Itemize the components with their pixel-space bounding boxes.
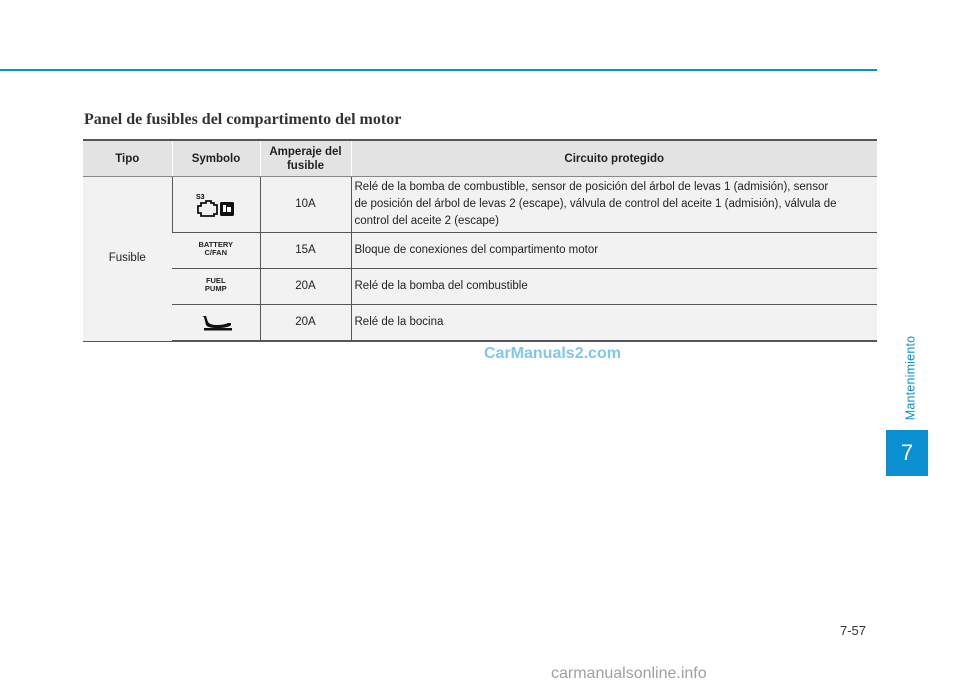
- footer-site[interactable]: carmanualsonline.info: [551, 665, 707, 682]
- ampere-cell: 10A: [260, 177, 351, 233]
- symbol-line1: BATTERY: [198, 239, 234, 249]
- header-amperaje-line2: fusible: [286, 159, 325, 172]
- horn-icon: [197, 312, 235, 334]
- table-header-row: [83, 140, 877, 177]
- symbol-cell: [172, 269, 260, 305]
- symbol-line2: PUMP: [204, 283, 227, 293]
- fuel-pump-symbol: [205, 277, 227, 293]
- circuit-cell: Relé de la bomba del combustible: [351, 269, 877, 305]
- circuit-cell: Bloque de conexiones del compartimento motor: [351, 233, 877, 269]
- battery-cfan-symbol: [198, 241, 233, 257]
- symbol-line2: C/FAN: [204, 247, 227, 257]
- header-symbolo: Symbolo: [172, 140, 260, 177]
- header-amperaje-line1: Amperaje del: [269, 145, 342, 158]
- ampere-cell: 20A: [260, 269, 351, 305]
- ampere-cell: 15A: [260, 233, 351, 269]
- section-title: Panel de fusibles del compartimento del motor: [84, 111, 402, 128]
- type-cell: Fusible: [83, 177, 172, 342]
- engine-s3-icon: [193, 191, 239, 219]
- circuit-line: control del aceite 2 (escape): [354, 215, 499, 227]
- side-label: [896, 328, 924, 428]
- header-amperaje: [260, 140, 351, 177]
- engine-s3-label: S3: [196, 193, 205, 201]
- circuit-line: de posición del árbol de levas 2 (escape), válvula de control del aceite 1 (admisión), válvula de: [354, 198, 837, 210]
- fuse-table: [83, 139, 877, 342]
- side-label-text: Mantenimiento: [903, 335, 917, 421]
- table-row: [83, 269, 877, 305]
- symbol-cell: [172, 305, 260, 342]
- header-tipo: Tipo: [83, 140, 172, 177]
- header-circuito: Circuito protegido: [351, 140, 877, 177]
- circuit-cell: Relé de la bocina: [351, 305, 877, 342]
- circuit-cell: [351, 177, 877, 233]
- watermark[interactable]: CarManuals2.com: [484, 345, 621, 362]
- table-row: [83, 177, 877, 233]
- chapter-tab: 7: [886, 430, 928, 476]
- symbol-cell: [172, 233, 260, 269]
- circuit-line: Relé de la bomba de combustible, sensor de posición del árbol de levas 1 (admisión), sensor: [354, 181, 829, 193]
- top-rule: [0, 69, 877, 71]
- table-row: [83, 305, 877, 342]
- table-row: [83, 233, 877, 269]
- page-number: 7-57: [840, 623, 867, 638]
- symbol-cell: [172, 177, 260, 233]
- ampere-cell: 20A: [260, 305, 351, 342]
- symbol-line1: FUEL: [205, 275, 226, 285]
